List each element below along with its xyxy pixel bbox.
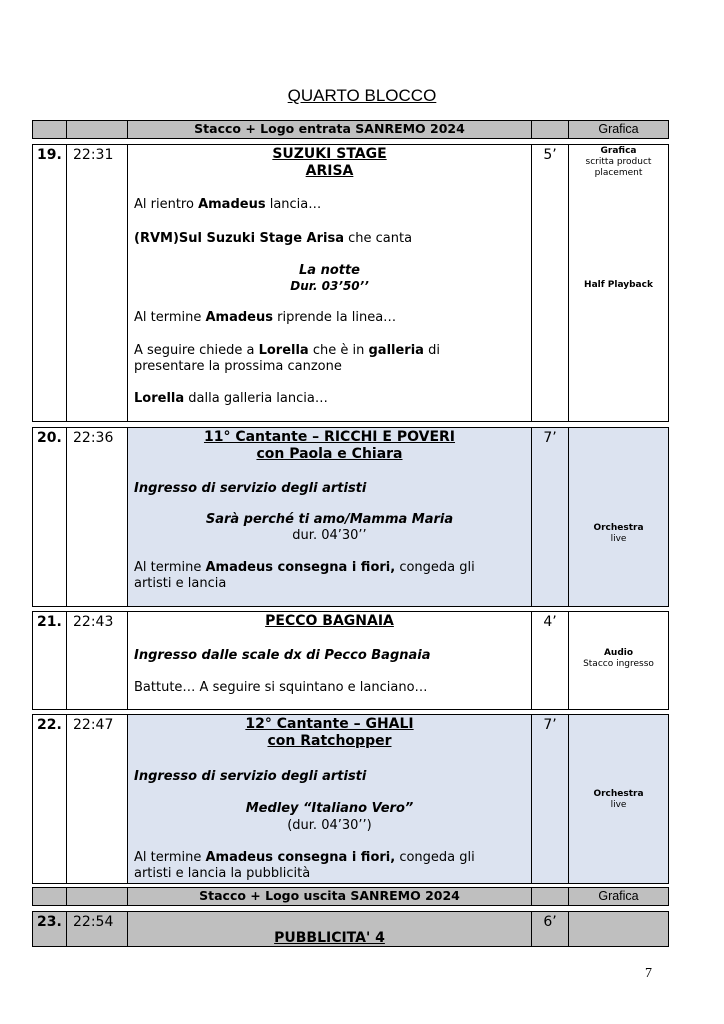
- row-time: 22:36: [66, 427, 128, 607]
- page-number: 7: [645, 966, 652, 981]
- row-subheading: ARISA: [305, 163, 354, 179]
- text-line: (RVM)Sul Suzuki Stage Arisa che canta: [134, 231, 413, 246]
- song-duration: dur. 04’30’’: [292, 528, 367, 543]
- song-duration: Dur. 03’50’’: [290, 279, 369, 293]
- row-number: 21.: [32, 611, 67, 710]
- bar-stacco-uscita: [32, 887, 669, 906]
- song-title: Medley “Italiano Vero”: [245, 801, 414, 816]
- row-duration: 4’: [531, 611, 569, 710]
- text-line: Ingresso dalle scale dx di Pecco Bagnaia: [134, 648, 431, 663]
- bar-stacco-entrata: [32, 120, 669, 139]
- text-line: Al rientro Amadeus lancia…: [134, 197, 322, 212]
- row-time: 22:31: [66, 144, 128, 422]
- row-content: [127, 911, 532, 947]
- bar-right: Grafica: [568, 120, 669, 139]
- song-duration: (dur. 04’30’’): [287, 818, 372, 833]
- row-notes: Orchestra live: [568, 427, 669, 607]
- text-line: presentare la prossima canzone: [134, 359, 342, 374]
- row-duration: 6’: [531, 911, 569, 947]
- table-row-19: [32, 144, 669, 422]
- row-content: [127, 144, 532, 422]
- row-content: [127, 427, 532, 607]
- table-row-21: [32, 611, 669, 710]
- text-line: Al termine Amadeus riprende la linea…: [134, 310, 397, 325]
- row-duration: 5’: [531, 144, 569, 422]
- row-subheading: con Ratchopper: [267, 733, 392, 749]
- row-heading: PUBBLICITA' 4: [274, 930, 385, 946]
- row-content: [127, 714, 532, 884]
- text-line: Ingresso di servizio degli artisti: [134, 769, 367, 784]
- row-number: 20.: [32, 427, 67, 607]
- table-row-20: [32, 427, 669, 607]
- text-line: Al termine Amadeus consegna i fiori, congeda gli: [134, 560, 475, 575]
- row-notes: Audio Stacco ingresso: [568, 611, 669, 710]
- row-number: 23.: [32, 911, 67, 947]
- row-time: 22:43: [66, 611, 128, 710]
- table-row-23: [32, 911, 669, 947]
- row-heading: SUZUKI STAGE: [272, 146, 387, 162]
- text-line: Lorella dalla galleria lancia…: [134, 391, 328, 406]
- row-content: [127, 611, 532, 710]
- row-heading: 11° Cantante – RICCHI E POVERI: [203, 429, 456, 445]
- text-line: artisti e lancia: [134, 576, 227, 591]
- song-title: La notte: [298, 263, 360, 278]
- row-number: 22.: [32, 714, 67, 884]
- text-line: A seguire chiede a Lorella che è in galleria di: [134, 343, 440, 358]
- text-line: Battute… A seguire si squintano e lanciano…: [134, 680, 428, 695]
- bar-label: Stacco + Logo entrata SANREMO 2024: [127, 120, 532, 139]
- row-duration: 7’: [531, 714, 569, 884]
- row-time: 22:47: [66, 714, 128, 884]
- song-title: Sarà perché ti amo/Mamma Maria: [205, 512, 454, 527]
- text-line: Ingresso di servizio degli artisti: [134, 481, 367, 496]
- row-notes: [568, 911, 669, 947]
- bar-right: Grafica: [568, 887, 669, 906]
- row-heading: 12° Cantante – GHALI: [245, 716, 414, 732]
- text-line: Al termine Amadeus consegna i fiori, congeda gli: [134, 850, 475, 865]
- row-duration: 7’: [531, 427, 569, 607]
- table-row-22: [32, 714, 669, 884]
- page-title: QUARTO BLOCCO: [287, 86, 437, 105]
- row-heading: PECCO BAGNAIA: [265, 613, 394, 629]
- row-time: 22:54: [66, 911, 128, 947]
- row-notes: Grafica scritta product placement Half Playback: [568, 144, 669, 422]
- row-notes: Orchestra live: [568, 714, 669, 884]
- row-number: 19.: [32, 144, 67, 422]
- row-subheading: con Paola e Chiara: [256, 446, 403, 462]
- text-line: artisti e lancia la pubblicità: [134, 866, 311, 881]
- bar-label: Stacco + Logo uscita SANREMO 2024: [127, 887, 532, 906]
